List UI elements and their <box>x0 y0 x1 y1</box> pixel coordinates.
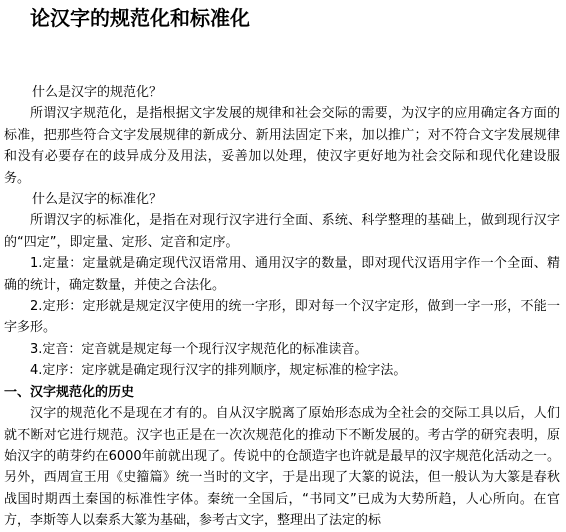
list-item-pronunciation: 3.定音：定音就是规定每一个现行汉字规范化的标准读音。 <box>30 341 368 357</box>
article-body <box>4 82 560 532</box>
list-item-form: 2.定形：定形就是规定汉字使用的统一字形，即对每一个汉字定形，做到一字一形，不能一字多形。 <box>4 299 560 336</box>
article-title: 论汉字的规范化和标准化 <box>30 6 250 30</box>
list-item-order: 4.定序：定序就是确定现行汉字的排列顺序，规定标准的检字法。 <box>30 363 407 379</box>
section-heading-history: 一、汉字规范化的历史 <box>4 384 135 400</box>
list-item-quantity: 1.定量：定量就是确定现代汉语常用、通用汉字的数量，即对现代汉语用字作一个全面、精确的统计，确定数量，并使之合法化。 <box>4 256 560 293</box>
paragraph-history: 汉字的规范化不是现在才有的。自从汉字脱离了原始形态成为全社会的交际工具以后，人们就不断对它进行规范。汉字也正是在一次次规范化的推动下不断发展的。考古学的研究表明，原始汉字的萌芽约在6000年前就出现了。传说中的仓颉造字也许就是最早的汉字规范化活动之一。另外，西周宣王用《史籀篇》统一当时的文字，于是出现了大篆的说法，但一般认为大篆是春秋战国时期西土秦国的标准性字体。秦统一全国后，“书同文”已成为大势所趋，人心所向。在官方，李斯等人以秦系大篆为基础，参考古文字，整理出了法定的标 <box>4 406 560 529</box>
question-heading-2: 什么是汉字的标准化？ <box>32 192 163 208</box>
paragraph-normalization-definition: 所谓汉字规范化，是指根据文字发展的规律和社会交际的需要，为汉字的应用确定各方面的标准，把那些符合文字发展规律的新成分、新用法固定下来，加以推广；对不符合文字发展规律和没有必要存在的歧异成分及用法，妥善加以处理，使汉字更好地为社会交际和现代化建设服务。 <box>4 106 560 186</box>
question-heading-1: 什么是汉字的规范化？ <box>32 85 163 100</box>
paragraph-standardization-definition: 所谓汉字的标准化，是指在对现行汉字进行全面、系统、科学整理的基础上，做到现行汉字的“四定”，即定量、定形、定音和定序。 <box>4 213 560 250</box>
